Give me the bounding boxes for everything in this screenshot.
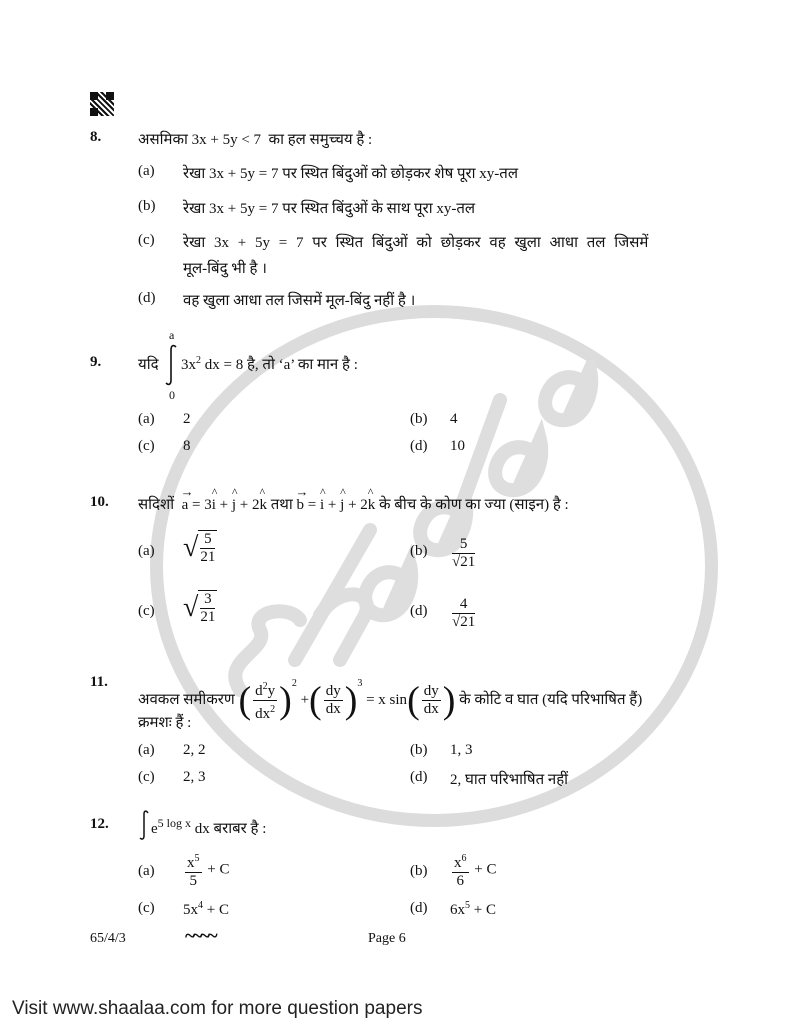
option-text: वह खुला आधा तल जिसमें मूल-बिंदु नहीं है । [183, 293, 416, 309]
denominator: 5 [189, 873, 197, 889]
term: 5x [183, 902, 198, 918]
expr-part: + 2 [344, 497, 368, 513]
expr-part: = [307, 497, 320, 513]
option-label: (d) [410, 438, 428, 454]
exponent: 5 log x [157, 816, 192, 830]
unit-i: ^ i [320, 497, 324, 514]
dy: dy [423, 683, 439, 700]
question-number: 9. [90, 354, 102, 370]
dx: dx [423, 701, 439, 718]
unit-k: ^ k [260, 497, 268, 514]
question-number: 11. [90, 674, 108, 690]
dy: dy [325, 683, 341, 700]
term: 6x [450, 902, 465, 918]
power: 2 [291, 678, 297, 689]
integrand [181, 354, 358, 374]
numerator: x [454, 855, 462, 871]
option-text: 4 [450, 411, 458, 427]
integral-sign [138, 810, 150, 840]
denominator: 21 [200, 609, 216, 625]
option-label: (a) [138, 411, 155, 427]
option-text: 10 [450, 438, 465, 454]
numerator: 5 [200, 531, 215, 549]
numerator: 3 [200, 591, 215, 609]
prefix-text: यदि [138, 357, 159, 373]
option-label: (c) [138, 769, 155, 785]
question-number: 12. [90, 816, 109, 832]
expr-part: + [215, 497, 232, 513]
unit-j: ^ j [340, 497, 344, 514]
prefix-text: अवकल समीकरण [138, 692, 235, 708]
option-math: $\frac{5}{√21}$ [452, 536, 476, 570]
option-label: (c) [138, 900, 155, 916]
unit-i: ^ i [212, 497, 216, 514]
expr-part: + [324, 497, 341, 513]
option-text: 2, घात परिभाषित नहीं [450, 772, 569, 788]
option-text: 8 [183, 438, 191, 454]
qr-code-icon [90, 92, 114, 116]
question-stem: अवकल समीकरण ( $\frac{d^2y}{dx^2}$ )$^2$ +( $\frac{dy}{dx}$ )$^3$ = x sin( $\frac{dy}{dx}$ ) के कोटि व घात (यदि परिभाषित हैं) [138, 678, 643, 723]
upper-limit: a [169, 328, 175, 342]
dx: dx [325, 701, 341, 718]
dx: dx [255, 706, 271, 723]
power: 6 [461, 853, 467, 864]
option-text: 1, 3 [450, 742, 473, 758]
option-label: (d) [410, 769, 428, 785]
option-text: रेखा 3x + 5y = 7 पर स्थित बिंदुओं को छोड़कर वह खुला आधा तल जिसमें [183, 235, 649, 251]
constant: + C [207, 861, 230, 878]
denominator: 21 [460, 614, 476, 630]
lower-limit: 0 [169, 388, 175, 402]
stem-math: 3x + 5y < 7 [191, 132, 262, 148]
constant: + C [470, 902, 496, 918]
option-text: 2, 3 [183, 769, 206, 785]
y: y [267, 683, 276, 700]
option-text: रेखा 3x + 5y = 7 पर स्थित बिंदुओं को छोड़कर शेष पूरा xy-तल [183, 166, 519, 182]
stem-line-2: क्रमशः हैं : [138, 715, 192, 731]
stem-tail: के बीच के कोण का ज्या (साइन) है : [379, 497, 569, 513]
stem-tail: dx बराबर है : [194, 821, 267, 837]
question-number: 8. [90, 129, 102, 145]
option-label: (b) [138, 198, 156, 214]
page-number: Page 6 [368, 931, 406, 946]
numerator: 5 [452, 536, 475, 554]
denominator: 6 [456, 873, 464, 889]
base: e [151, 821, 158, 837]
unit-k: ^ k [368, 497, 376, 514]
numerator: x [187, 855, 195, 871]
option-math [450, 850, 496, 890]
paper-code: 65/4/3 [90, 931, 126, 946]
numerator: 4 [452, 596, 475, 614]
question-number: 10. [90, 494, 109, 510]
option-label: (b) [410, 863, 428, 879]
stem-tail: के कोटि व घात (यदि परिभाषित हैं) [459, 692, 643, 708]
option-math: $\frac{4}{√21}$ [452, 596, 476, 630]
option-math: √ $\frac{3}{21}$ [183, 591, 216, 625]
promo-note: Visit www.shaalaa.com for more question papers [12, 998, 423, 1019]
integrand-power: 2 [196, 355, 201, 366]
option-label: (a) [138, 543, 155, 559]
expr-part: + 2 [236, 497, 260, 513]
option-label: (b) [410, 543, 428, 559]
vector-a: → a [182, 497, 189, 514]
option-label: (d) [138, 290, 156, 306]
option-label: (a) [138, 742, 155, 758]
constant: + C [203, 902, 229, 918]
unit-j: ^ j [232, 497, 236, 514]
option-label: (c) [138, 232, 155, 248]
option-label: (d) [410, 900, 428, 916]
d: d [255, 683, 263, 700]
option-text-continued: मूल-बिंदु भी है । [183, 261, 267, 277]
option-label: (a) [138, 863, 155, 879]
tilde-mark: ~~~~ [185, 925, 215, 947]
option-text: 2, 2 [183, 742, 206, 758]
question-stem [151, 816, 266, 838]
option-label: (a) [138, 163, 155, 179]
power: 4 [198, 900, 203, 911]
option-label: (c) [138, 438, 155, 454]
power: 5 [194, 853, 200, 864]
expr-part: = 3 [192, 497, 212, 513]
order-sup: 2 [262, 681, 268, 693]
denominator: 21 [200, 549, 216, 565]
prefix-text: सदिशों [138, 497, 175, 513]
integral-sign [164, 344, 178, 386]
option-math: √ $\frac{5}{21}$ [183, 531, 216, 565]
option-text: 2 [183, 411, 191, 427]
question-stem [138, 494, 569, 514]
option-label: (c) [138, 603, 155, 619]
equation-part: = x sin [366, 692, 408, 708]
stem-text: असमिका [138, 132, 188, 148]
constant: + C [474, 861, 497, 878]
option-math [183, 850, 229, 890]
stem-text: का हल समुच्चय है : [268, 132, 373, 148]
option-label: (d) [410, 603, 428, 619]
option-math [183, 900, 229, 919]
denominator: 21 [460, 554, 476, 570]
order-sup: 2 [270, 704, 276, 716]
integrand-base: 3x [181, 357, 196, 373]
power: 3 [357, 678, 363, 689]
option-label: (b) [410, 411, 428, 427]
vector-b: → b [297, 497, 305, 514]
option-text: रेखा 3x + 5y = 7 पर स्थित बिंदुओं के साथ पूरा xy-तल [183, 201, 476, 217]
option-label: (b) [410, 742, 428, 758]
option-math [450, 900, 496, 919]
mid-text: तथा [270, 497, 293, 513]
power: 5 [465, 900, 470, 911]
question-stem [138, 129, 372, 149]
stem-tail: dx = 8 है, तो ‘a’ का मान है : [204, 357, 358, 373]
